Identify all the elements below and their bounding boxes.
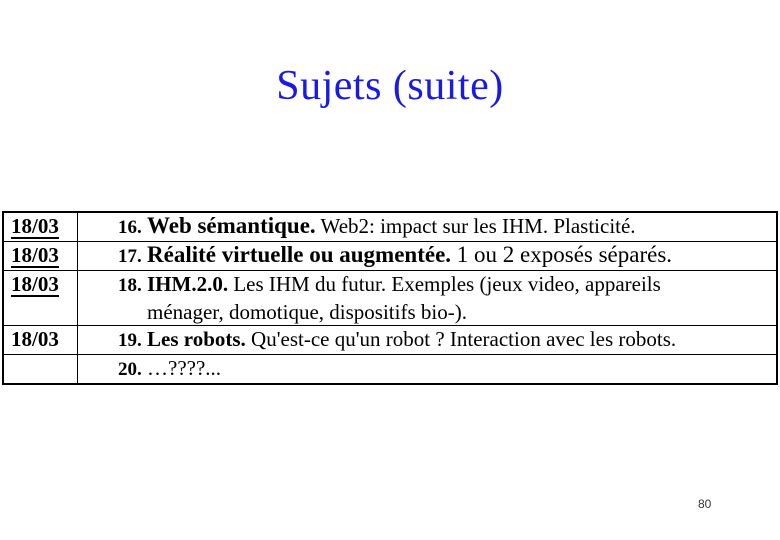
topics-table [2, 211, 778, 385]
table-row [3, 271, 777, 326]
topic-heading: Web sémantique. [147, 213, 316, 238]
topic-cell [78, 355, 778, 385]
topic-description: Web2: impact sur les IHM. Plasticité. [315, 214, 636, 238]
topic-description-continuation: ménager, domotique, dispositifs bio-). [147, 300, 467, 324]
table-row [3, 242, 777, 271]
date-label: 18/03 [11, 272, 59, 296]
topic-heading: Les robots. [147, 327, 246, 351]
topic-description: 1 ou 2 exposés séparés. [451, 242, 673, 267]
page-number: 80 [698, 497, 712, 511]
topic-number: 17. [118, 246, 142, 267]
topic-number: 16. [118, 217, 142, 238]
slide-title: Sujets (suite) [276, 63, 504, 109]
date-cell [3, 242, 78, 271]
topic-cell [78, 242, 778, 271]
topic-cell [78, 271, 778, 326]
date-label: 18/03 [11, 243, 59, 267]
date-cell [3, 212, 78, 242]
topic-number: 20. [118, 359, 142, 380]
table-row [3, 212, 777, 242]
topic-heading: Réalité virtuelle ou augmentée. [147, 242, 452, 267]
topic-description: Les IHM du futur. Exemples (jeux video, appareils [228, 272, 661, 296]
topic-cell [78, 326, 778, 355]
topic-heading: IHM.2.0. [147, 272, 229, 296]
date-label: 18/03 [11, 214, 59, 238]
topic-description: …????... [141, 356, 222, 380]
topic-description: Qu'est-ce qu'un robot ? Interaction avec les robots. [245, 327, 677, 351]
date-cell [3, 271, 78, 326]
date-cell [3, 326, 78, 355]
topic-number: 18. [118, 275, 142, 296]
table-row [3, 326, 777, 355]
date-label: 18/03 [11, 327, 59, 351]
table-row [3, 355, 777, 385]
topic-number: 19. [118, 330, 142, 351]
topic-cell [78, 212, 778, 242]
date-cell [3, 355, 78, 385]
